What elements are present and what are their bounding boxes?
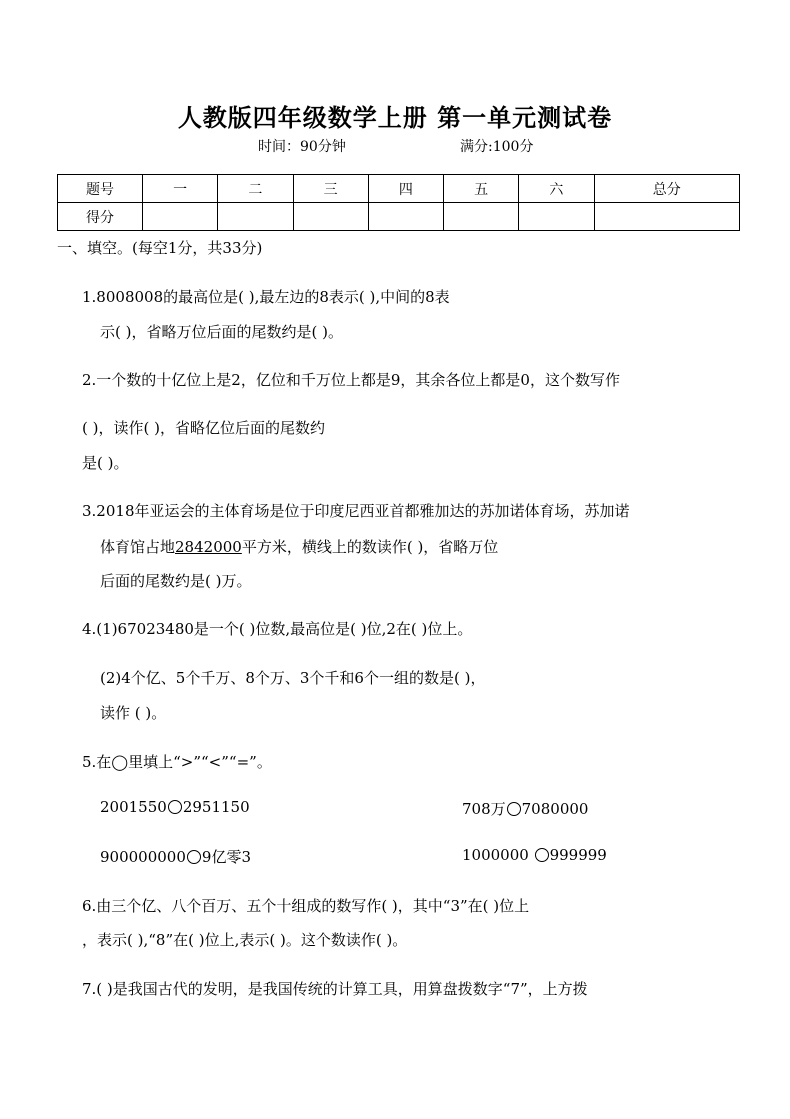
score-table-header-cell: 六	[519, 175, 594, 203]
q5-line1: 5.在◯里填上“>”“<”“=”。	[82, 753, 272, 771]
q5-compare-a	[100, 798, 250, 816]
score-cell[interactable]	[594, 203, 740, 231]
q5-compare-b	[462, 798, 588, 819]
score-table-header-cell: 一	[143, 175, 218, 203]
score-table-header-cell: 四	[368, 175, 443, 203]
q4-line2: (2)4个亿、5个千万、8个万、3个千和6个一组的数是( )，	[100, 669, 486, 687]
q5-b-left: 708万	[462, 800, 506, 818]
q2-line3: 是( )。	[82, 454, 129, 472]
score-table-header-row	[58, 175, 740, 203]
q5-d-left: 1000000	[462, 846, 534, 864]
score-table-score-row	[58, 203, 740, 231]
q5-b-right: 7080000	[521, 800, 589, 818]
q3-line1: 3.2018年亚运会的主体育场是位于印度尼西亚首都雅加达的苏加诺体育场，苏加诺	[82, 502, 630, 520]
q1-line1: 1.8008008的最高位是( ),最左边的8表示( ),中间的8表	[82, 288, 450, 306]
q6-line2: ，表示( ),“8”在( )位上,表示( )。这个数读作( )。	[82, 931, 408, 949]
q3-line2	[100, 536, 498, 557]
q5-compare-d	[462, 846, 607, 864]
q5-a-right: 2951150	[182, 798, 250, 816]
compare-circle-icon[interactable]	[187, 850, 201, 864]
score-table-header-cell: 总分	[594, 175, 740, 203]
compare-circle-icon[interactable]	[507, 802, 521, 816]
score-table-header-cell: 二	[218, 175, 293, 203]
score-cell[interactable]	[218, 203, 293, 231]
exam-full-score: 满分:100分	[460, 139, 534, 155]
q2-line2: ( )，读作( )，省略亿位后面的尾数约	[82, 419, 325, 437]
score-table-header-cell: 三	[293, 175, 368, 203]
q7-line1: 7.( )是我国古代的发明，是我国传统的计算工具，用算盘拨数字“7”，上方拨	[82, 980, 588, 998]
q5-c-right: 9亿零3	[201, 848, 251, 866]
score-table-row-label: 得分	[58, 203, 143, 231]
q1-line2: 示( )，省略万位后面的尾数约是( )。	[100, 323, 343, 341]
q3-line3: 后面的尾数约是( )万。	[100, 572, 252, 590]
score-cell[interactable]	[143, 203, 218, 231]
q6-line1: 6.由三个亿、八个百万、五个十组成的数写作( )，其中“3”在( )位上	[82, 897, 530, 915]
score-cell[interactable]	[519, 203, 594, 231]
score-cell[interactable]	[368, 203, 443, 231]
score-table-header-cell: 五	[444, 175, 519, 203]
q3-line2-start: 体育馆占地	[100, 538, 176, 556]
q5-c-left: 900000000	[100, 848, 186, 866]
page-title: 人教版四年级数学上册 第一单元测试卷	[177, 104, 613, 132]
q5-compare-c	[100, 846, 251, 867]
q3-underlined-number: 2842000	[175, 538, 242, 556]
section-heading: 一、填空。(每空1分，共33分)	[57, 239, 263, 257]
q3-line2-end: 平方米，横线上的数读作( )，省略万位	[241, 538, 499, 556]
q2-line1: 2.一个数的十亿位上是2，亿位和千万位上都是9，其余各位上都是0，这个数写作	[82, 371, 620, 389]
q4-line1: 4.(1)67023480是一个( )位数,最高位是( )位,2在( )位上。	[82, 620, 473, 638]
score-table-header-cell: 题号	[58, 175, 143, 203]
score-cell[interactable]	[444, 203, 519, 231]
compare-circle-icon[interactable]	[168, 800, 182, 814]
q4-line3: 读作 ( )。	[100, 704, 167, 722]
q5-d-right: 999999	[549, 846, 607, 864]
compare-circle-icon[interactable]	[535, 848, 549, 862]
score-table	[57, 174, 740, 231]
exam-time: 时间：90分钟	[258, 139, 346, 155]
score-cell[interactable]	[293, 203, 368, 231]
q5-a-left: 2001550	[100, 798, 167, 816]
